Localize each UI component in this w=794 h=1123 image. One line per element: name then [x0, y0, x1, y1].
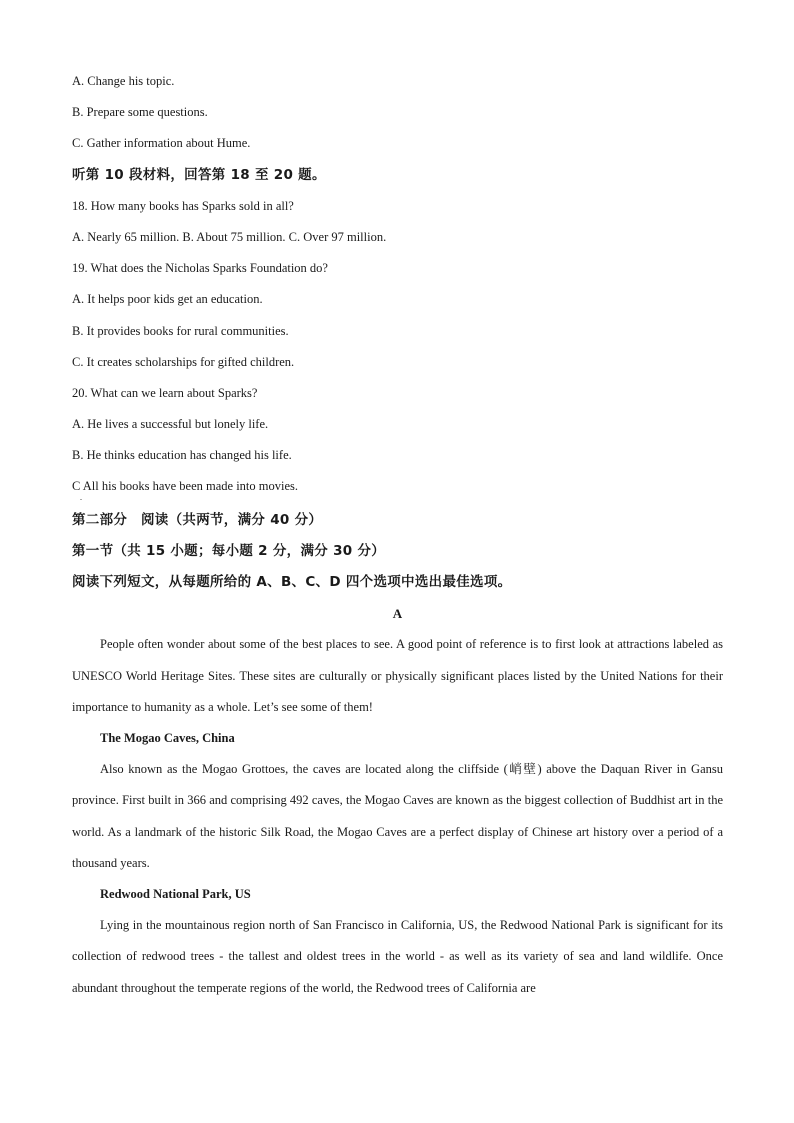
- q19-option-a: A. It helps poor kids get an education.: [72, 292, 263, 307]
- q20-option-a: A. He lives a successful but lonely life.: [72, 417, 269, 432]
- q17-option-b: B. Prepare some questions.: [72, 105, 208, 120]
- stray-mark: .: [80, 492, 82, 502]
- q18-question: 18. How many books has Sparks sold in all?: [72, 198, 294, 213]
- part2-heading: 第二部分 阅读（共两节，满分 40 分）: [72, 511, 323, 528]
- exam-page: [72, 66, 723, 1004]
- passage-intro: People often wonder about some of the best places to see. A good point of reference is to first look at attractions labeled as UNESCO World Heritage Sites. These sites are culturally or physically significant places listed by the United Nations for their importance to humanity as a whole. Let’s see some of them!: [72, 637, 723, 714]
- site1-text: Also known as the Mogao Grottoes, the caves are located along the cliffside (峭壁) above the Daquan River in Gansu province. First built in 366 and comprising 492 caves, the Mogao Caves are known as the biggest collection of Buddhist art in the world. As a landmark of the historic Silk Road, the Mogao Caves are a perfect display of Chinese art history over a period of a thousand years.: [72, 762, 723, 870]
- site2-title: Redwood National Park, US: [100, 887, 251, 901]
- q19-option-b: B. It provides books for rural communities.: [72, 323, 289, 338]
- q20-option-c: C All his books have been made into movies.: [72, 479, 299, 494]
- q17-option-a: A. Change his topic.: [72, 74, 175, 88]
- q20-question: 20. What can we learn about Sparks?: [72, 385, 258, 400]
- q17-option-c: C. Gather information about Hume.: [72, 136, 251, 151]
- section10-heading: 听第 10 段材料，回答第 18 至 20 题。: [72, 166, 326, 183]
- site2-text: Lying in the mountainous region north of San Francisco in California, US, the Redwood National Park is significant for its collection of redwood trees - the tallest and oldest trees in the world - as well as its variety of sea and land wildlife. Once abundant throughout the temperate regions of the world, the Redwood trees of California are: [72, 918, 723, 995]
- q20-option-b: B. He thinks education has changed his life.: [72, 448, 292, 463]
- section1-heading: 第一节（共 15 小题；每小题 2 分，满分 30 分）: [72, 542, 386, 559]
- q18-options: A. Nearly 65 million. B. About 75 million. C. Over 97 million.: [72, 229, 387, 244]
- site1-title: The Mogao Caves, China: [100, 730, 235, 745]
- passage-letter: A: [392, 606, 403, 622]
- reading-instruction: 阅读下列短文，从每题所给的 A、B、C、D 四个选项中选出最佳选项。: [72, 574, 512, 590]
- q19-question: 19. What does the Nicholas Sparks Foundation do?: [72, 261, 328, 276]
- q19-option-c: C. It creates scholarships for gifted children.: [72, 354, 295, 369]
